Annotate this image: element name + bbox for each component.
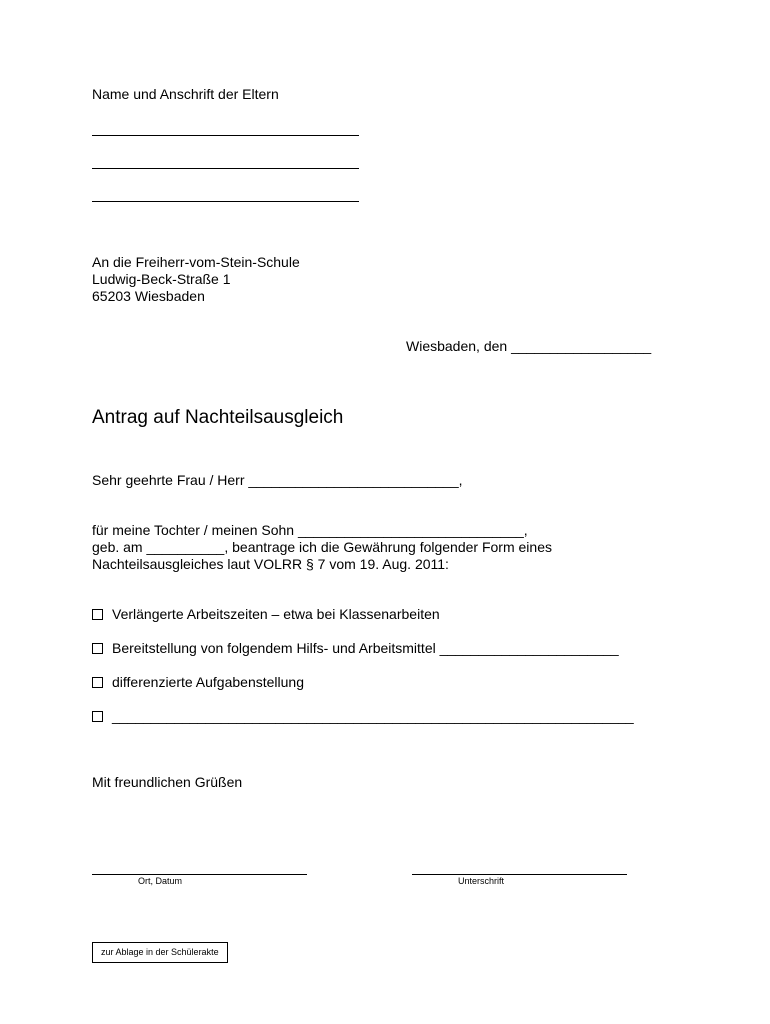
closing-text: Mit freundlichen Grüßen — [92, 774, 243, 790]
recipient-line-2: Ludwig-Beck-Straße 1 — [92, 271, 231, 287]
option-label: differenzierte Aufgabenstellung — [112, 674, 304, 690]
signature-line[interactable] — [412, 874, 627, 875]
checkbox-icon[interactable] — [92, 677, 103, 688]
body-line-2[interactable]: geb. am __________, beantrage ich die Gewährung folgender Form eines — [92, 539, 552, 555]
option-label: Bereitstellung von folgendem Hilfs- und Arbeitsmittel _______________________ — [112, 640, 619, 656]
parents-line-3[interactable] — [92, 201, 359, 202]
filing-note-box — [92, 942, 228, 963]
option-differentiated-tasks[interactable] — [92, 674, 304, 691]
option-other[interactable] — [92, 708, 634, 725]
signature-label: Unterschrift — [458, 876, 505, 886]
option-label: Verlängerte Arbeitszeiten – etwa bei Klassenarbeiten — [112, 606, 440, 622]
date-line[interactable]: Wiesbaden, den __________________ — [406, 338, 652, 354]
option-label: ___________________________________________________________________ — [112, 708, 634, 724]
checkbox-icon[interactable] — [92, 609, 103, 620]
place-date-line[interactable] — [92, 874, 307, 875]
filing-note-text: zur Ablage in der Schülerakte — [101, 947, 219, 957]
salutation-line[interactable]: Sehr geehrte Frau / Herr ___________________________, — [92, 472, 463, 488]
parents-line-2[interactable] — [92, 168, 359, 169]
recipient-line-3: 65203 Wiesbaden — [92, 288, 205, 304]
option-aids[interactable] — [92, 640, 619, 657]
document-title: Antrag auf Nachteilsausgleich — [92, 407, 344, 428]
recipient-line-1: An die Freiherr-vom-Stein-Schule — [92, 254, 300, 270]
body-line-3: Nachteilsausgleiches laut VOLRR § 7 vom 19. Aug. 2011: — [92, 556, 449, 572]
checkbox-icon[interactable] — [92, 711, 103, 722]
parents-label: Name und Anschrift der Eltern — [92, 86, 279, 102]
checkbox-icon[interactable] — [92, 643, 103, 654]
parents-line-1[interactable] — [92, 135, 359, 136]
option-extended-time[interactable] — [92, 606, 440, 623]
place-date-label: Ort, Datum — [138, 876, 183, 886]
body-line-1[interactable]: für meine Tochter / meinen Sohn _____________________________, — [92, 522, 528, 538]
